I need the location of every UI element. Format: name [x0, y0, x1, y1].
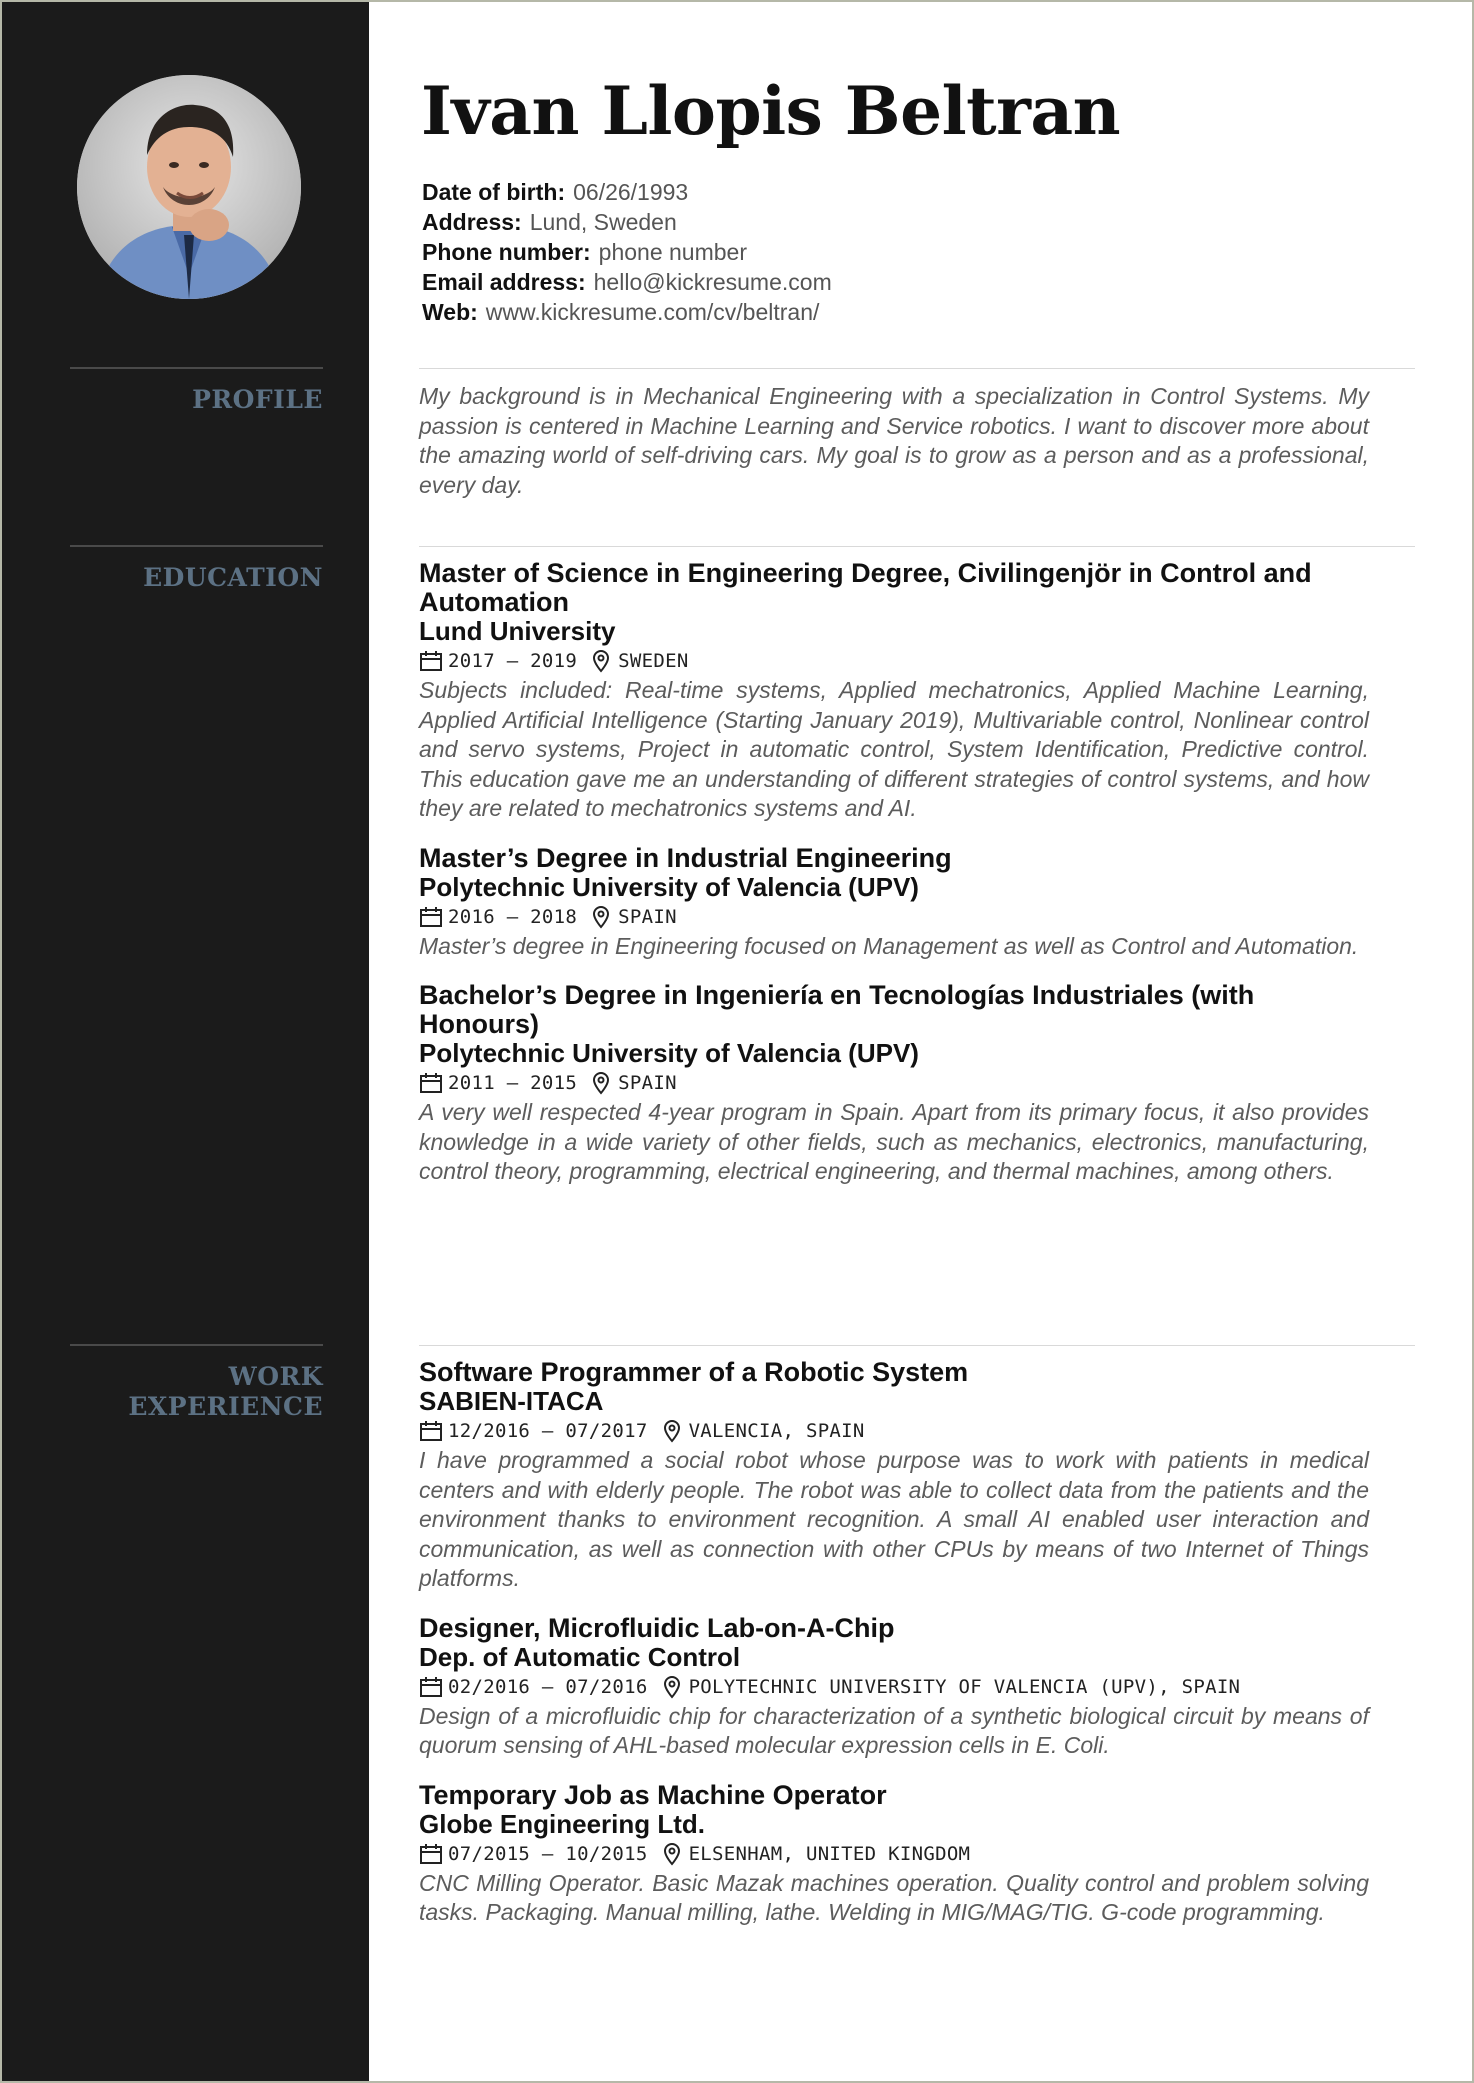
entry-description: Master’s degree in Engineering focused on Management as well as Control and Automation. [419, 932, 1359, 959]
entry-title: Master of Science in Engineering Degree, Civilingenjör in Control and Automation [419, 558, 1312, 617]
sidebar [2, 2, 369, 2081]
work-section-heading [70, 1344, 323, 1422]
divider [70, 545, 323, 547]
section-title-profile: PROFILE [192, 385, 323, 414]
entry-location: POLYTECHNIC UNIVERSITY OF VALENCIA (UPV), SPAIN [688, 1675, 1241, 1698]
entry-organization: Lund University [419, 616, 616, 646]
calendar-icon [419, 1675, 443, 1699]
education-content [419, 559, 1369, 1207]
entry-title: Designer, Microfluidic Lab-on-A-Chip [419, 1612, 895, 1643]
contact-label: Date of birth: [422, 179, 566, 205]
location-pin-icon [589, 649, 613, 673]
entry-dates: 12/2016 – 07/2017 [448, 1420, 648, 1442]
entry-title: Temporary Job as Machine Operator [419, 1779, 887, 1810]
location-pin-icon [660, 1675, 684, 1699]
entry-meta [419, 1416, 1369, 1446]
entry-dates: 2011 – 2015 [448, 1072, 578, 1094]
divider [419, 1345, 1415, 1346]
section-title-work-line2: EXPERIENCE [128, 1392, 323, 1421]
contact-value[interactable]: www.kickresume.com/cv/beltran/ [485, 299, 820, 325]
calendar-icon [419, 1419, 443, 1443]
contact-label: Phone number: [422, 239, 591, 265]
entry-dates: 2016 – 2018 [448, 905, 578, 928]
entry-description: CNC Milling Operator. Basic Mazak machines operation. Quality control and problem solving tasks. Packaging. Manual milling, lathe. Welding in MIG/MAG/TIG. G-code programming. [419, 1869, 1369, 1925]
location-pin-icon [660, 1419, 684, 1443]
entry-meta [419, 1068, 1369, 1098]
entry-dates: 2017 – 2019 [448, 650, 578, 672]
work-entry [419, 1614, 1369, 1761]
entry-meta [419, 1839, 1369, 1869]
contact-value: phone number [598, 239, 748, 265]
contact-label: Web: [422, 299, 478, 325]
entry-location: SPAIN [618, 1072, 677, 1094]
section-title-education: EDUCATION [143, 563, 323, 592]
location-pin-icon [589, 1071, 613, 1095]
entry-organization: Globe Engineering Ltd. [419, 1808, 705, 1839]
work-entry [419, 1781, 1369, 1928]
calendar-icon [419, 1071, 443, 1095]
entry-title: Software Programmer of a Robotic System [419, 1357, 969, 1387]
profile-content [419, 382, 1369, 500]
divider [419, 368, 1415, 369]
section-title-work-line1: WORK [228, 1362, 323, 1391]
contact-value[interactable]: hello@kickresume.com [593, 269, 832, 295]
entry-description: Subjects included: Real-time systems, Applied mechatronics, Applied Machine Learning, Applied Artificial Intelligence (Starting January 2019), Multivariable control, Nonlinear control and servo systems, Project in automatic control, System Identification, Predictive control. This education gave me an understanding of different strategies of control systems, and how they are related to mechatronics systems and AI. [419, 677, 1369, 821]
contact-label: Address: [422, 209, 522, 235]
contact-row-phone [422, 237, 832, 267]
calendar-icon [419, 649, 443, 673]
candidate-name: Ivan Llopis Beltran [421, 72, 1121, 150]
location-pin-icon [660, 1842, 684, 1866]
divider [419, 546, 1415, 547]
entry-dates: 07/2015 – 10/2015 [448, 1842, 648, 1865]
profile-section-heading [70, 367, 323, 415]
entry-dates: 02/2016 – 07/2016 [448, 1675, 648, 1698]
contact-row-birthdate [422, 177, 832, 207]
profile-photo [77, 75, 301, 299]
entry-description: A very well respected 4-year program in Spain. Apart from its primary focus, it also provides knowledge in a wide variety of other fields, such as mechanics, electronics, manufacturing, control theory, programming, electrical engineering, and thermal machines, among others. [419, 1099, 1369, 1184]
contact-value: Lund, Sweden [529, 209, 677, 235]
divider [70, 367, 323, 369]
work-content [419, 1358, 1369, 1948]
entry-organization: Dep. of Automatic Control [419, 1641, 741, 1672]
education-entry [419, 844, 1369, 962]
calendar-icon [419, 1842, 443, 1866]
divider [70, 1344, 323, 1346]
entry-title: Master’s Degree in Industrial Engineering [419, 842, 952, 873]
calendar-icon [419, 905, 443, 929]
entry-organization: SABIEN-ITACA [419, 1386, 604, 1416]
contact-value: 06/26/1993 [573, 179, 689, 205]
entry-organization: Polytechnic University of Valencia (UPV) [419, 871, 919, 902]
entry-location: VALENCIA, SPAIN [688, 1420, 865, 1442]
work-entry [419, 1358, 1369, 1594]
entry-meta [419, 1672, 1369, 1702]
entry-description: Design of a microfluidic chip for characterization of a synthetic biological circuit by means of quorum sensing of AHL-based molecular expression cells in E. Coli. [419, 1702, 1369, 1758]
education-entry [419, 981, 1369, 1187]
contact-details [422, 177, 832, 327]
profile-text: My background is in Mechanical Engineering with a specialization in Control Systems. My passion is centered in Machine Learning and Service robotics. I want to discover more about the amazing world of self-driving cars. My goal is to grow as a person and as a professional, every day. [419, 383, 1369, 498]
education-section-heading [70, 545, 323, 593]
entry-meta [419, 902, 1369, 932]
entry-location: SWEDEN [618, 650, 689, 672]
contact-row-email [422, 267, 832, 297]
contact-label: Email address: [422, 269, 586, 295]
entry-title: Bachelor’s Degree in Ingeniería en Tecnologías Industriales (with Honours) [419, 980, 1255, 1039]
contact-row-web [422, 297, 832, 327]
contact-row-address [422, 207, 832, 237]
entry-location: SPAIN [618, 905, 677, 928]
entry-description: I have programmed a social robot whose purpose was to work with patients in medical centers and with elderly people. The robot was able to collect data from the patients and the environment thanks to environment recognition. A small AI enabled user interaction and communication, as well as connection with other CPUs by means of two Internet of Things platforms. [419, 1447, 1369, 1591]
profile-photo-illustration [77, 75, 301, 299]
education-entry [419, 559, 1369, 824]
entry-location: ELSENHAM, UNITED KINGDOM [688, 1842, 971, 1865]
entry-meta [419, 646, 1369, 676]
location-pin-icon [589, 905, 613, 929]
entry-organization: Polytechnic University of Valencia (UPV) [419, 1038, 919, 1068]
